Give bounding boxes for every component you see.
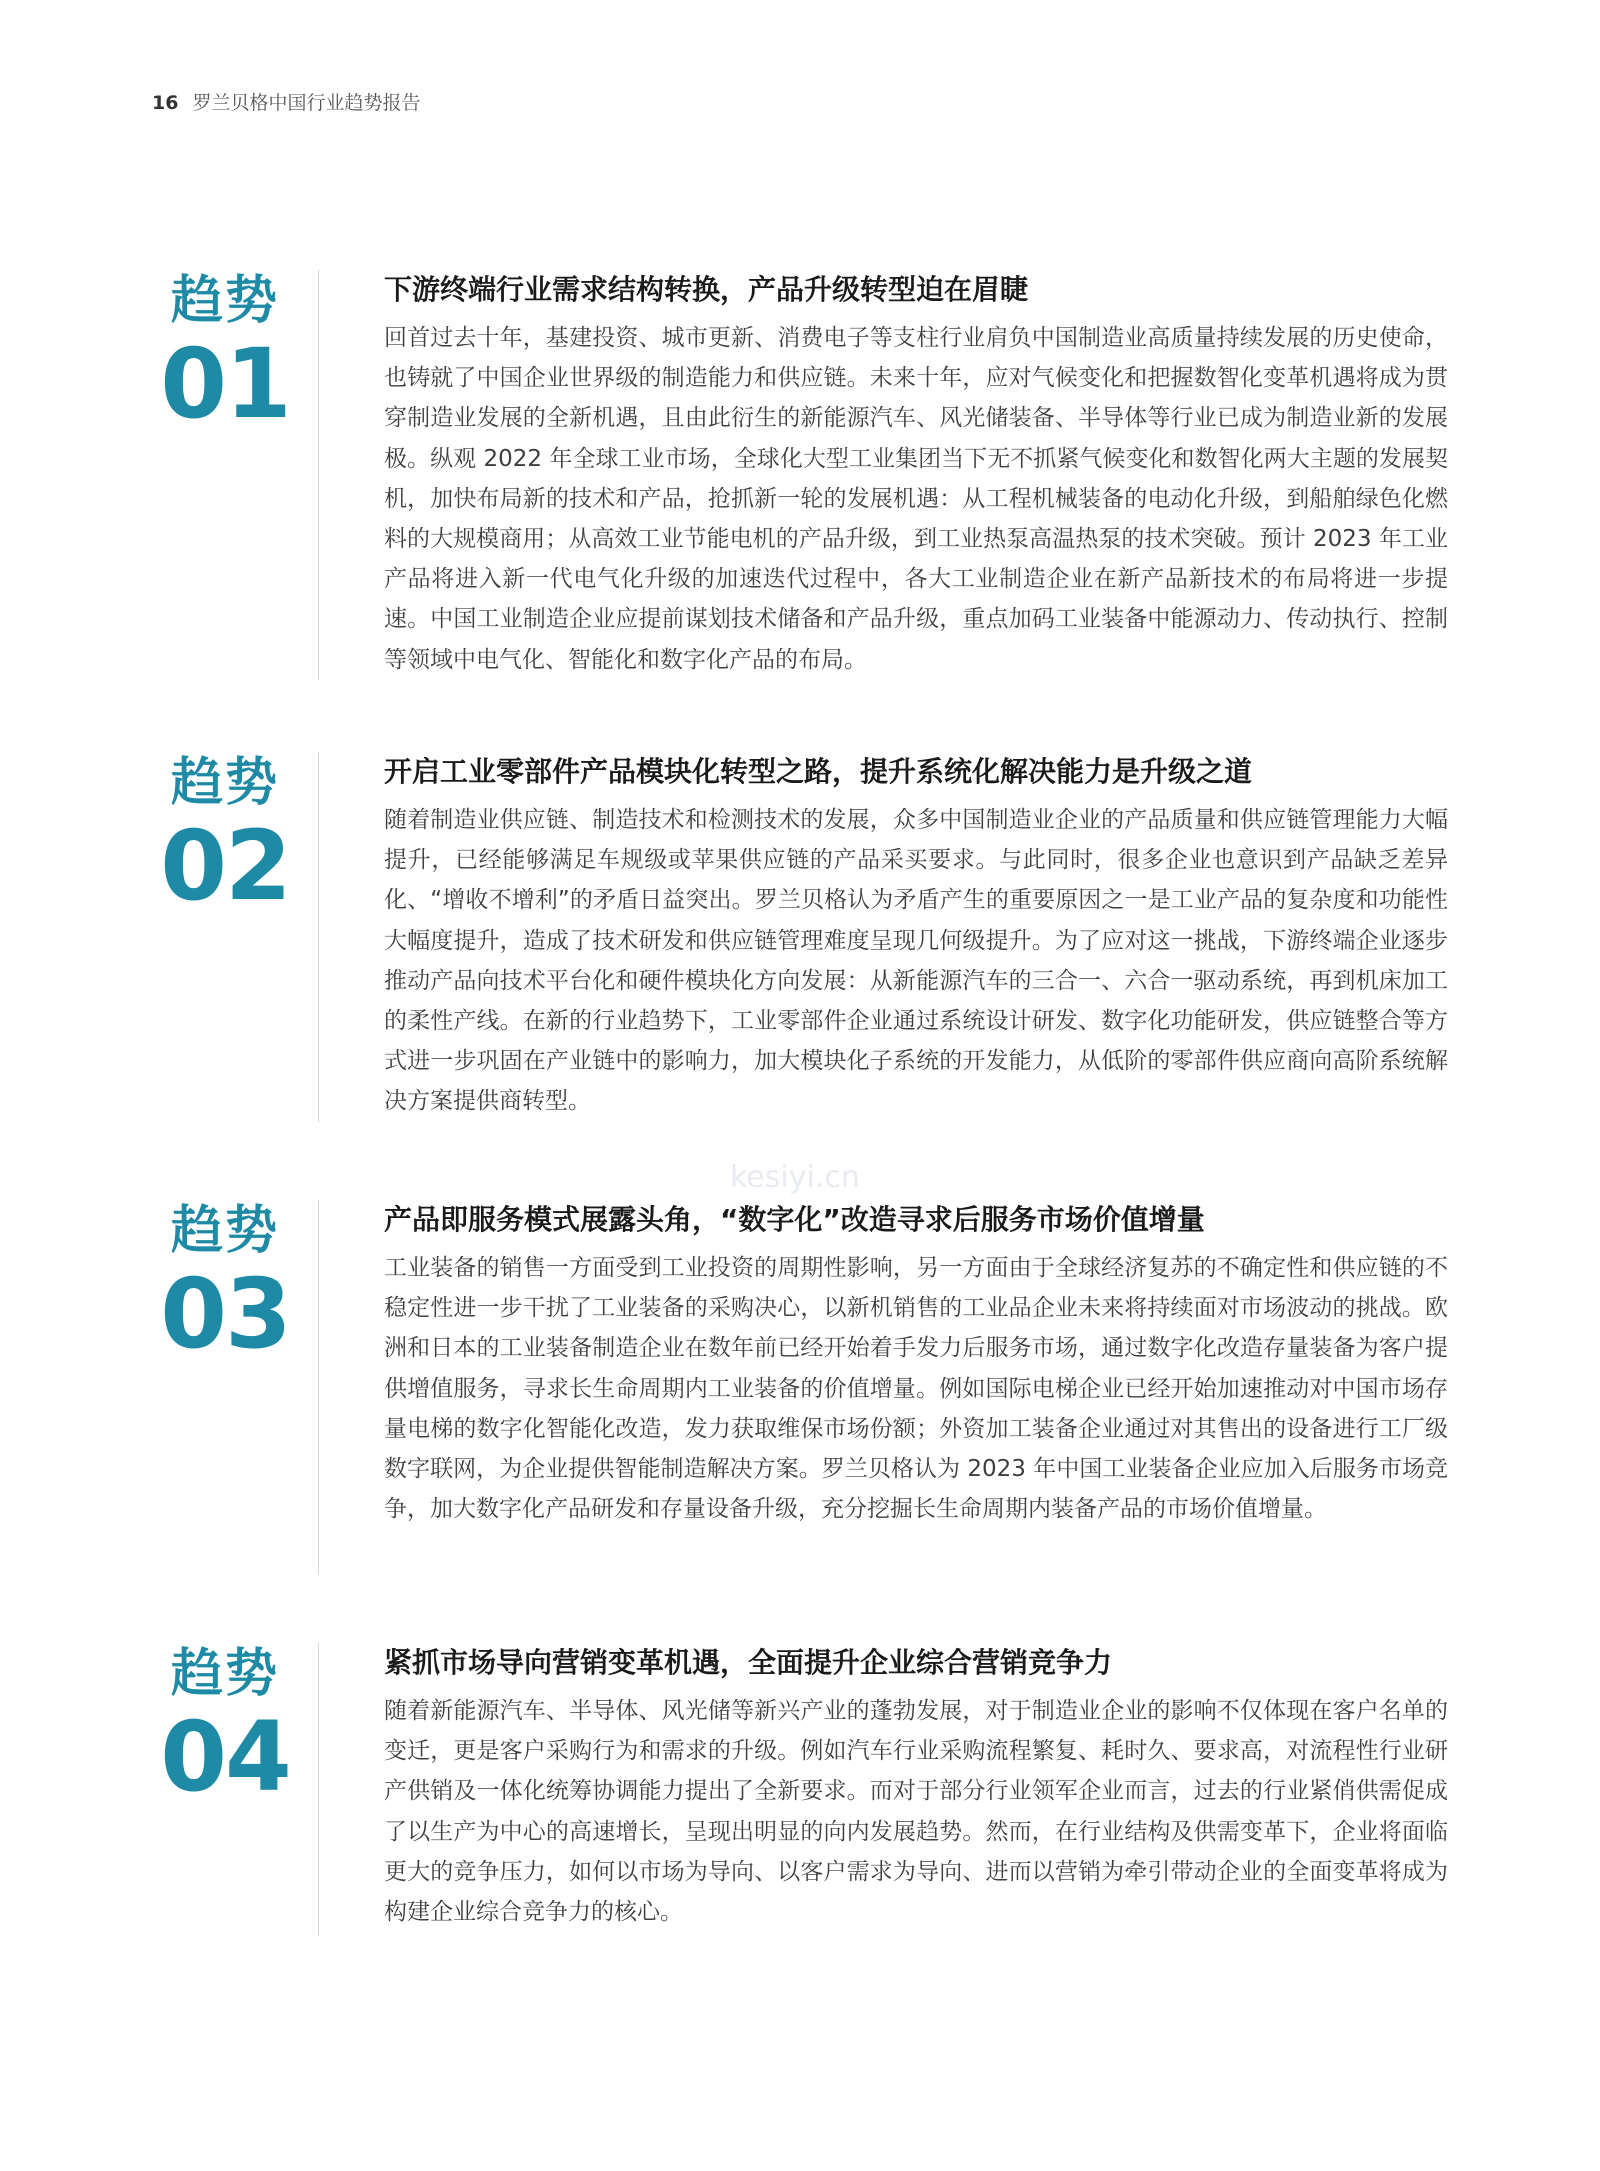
trend-number: 04 [160, 1701, 290, 1813]
vertical-divider [318, 270, 319, 680]
trend-label [150, 1200, 300, 1370]
trend-label [150, 270, 300, 440]
trend-body: 工业装备的销售一方面受到工业投资的周期性影响，另一方面由于全球经济复苏的不确定性和供应链的不稳定性进一步干扰了工业装备的采购决心，以新机销售的工业品企业未来将持续面对市场波动的挑战。欧洲和日本的工业装备制造企业在数年前已经开始着手发力后服务市场，通过数字化改造存量装备为客户提供增值服务，寻求长生命周期内工业装备的价值增量。例如国际电梯企业已经开始加速推动对中国市场存量电梯的数字化智能化改造，发力获取维保市场份额；外资加工装备企业通过对其售出的设备进行工厂级数字联网，为企业提供智能制造解决方案。罗兰贝格认为 2023 年中国工业装备企业应加入后服务市场竞争，加大数字化产品研发和存量设备升级，充分挖掘长生命周期内装备产品的市场价值增量。 [384, 1255, 1448, 1523]
trend-title: 产品即服务模式展露头角，“数字化”改造寻求后服务市场价值增量 [384, 1203, 1205, 1236]
trend-title: 紧抓市场导向营销变革机遇，全面提升企业综合营销竞争力 [384, 1646, 1113, 1679]
trend-word: 趋势 [170, 271, 279, 331]
trend-word: 趋势 [170, 1644, 279, 1704]
trend-number: 02 [160, 810, 290, 922]
trend-number: 03 [160, 1258, 290, 1370]
trend-body: 回首过去十年，基建投资、城市更新、消费电子等支柱行业肩负中国制造业高质量持续发展的历史使命，也铸就了中国企业世界级的制造能力和供应链。未来十年，应对气候变化和把握数智化变革机遇将成为贯穿制造业发展的全新机遇，且由此衍生的新能源汽车、风光储装备、半导体等行业已成为制造业新的发展极。纵观 2022 年全球工业市场，全球化大型工业集团当下无不抓紧气候变化和数智化两大主题的发展契机，加快布局新的技术和产品，抢抓新一轮的发展机遇：从工程机械装备的电动化升级，到船舶绿色化燃料的大规模商用；从高效工业节能电机的产品升级，到工业热泵高温热泵的技术突破。预计 2023 年工业产品将进入新一代电气化升级的加速迭代过程中，各大工业制造企业在新产品新技术的布局将进一步提速。中国工业制造企业应提前谋划技术储备和产品升级，重点加码工业装备中能源动力、传动执行、控制等领域中电气化、智能化和数字化产品的布局。 [384, 325, 1448, 673]
trend-word: 趋势 [170, 753, 279, 813]
trend-body: 随着制造业供应链、制造技术和检测技术的发展，众多中国制造业企业的产品质量和供应链管理能力大幅提升，已经能够满足车规级或苹果供应链的产品采买要求。与此同时，很多企业也意识到产品缺乏差异化、“增收不增利”的矛盾日益突出。罗兰贝格认为矛盾产生的重要原因之一是工业产品的复杂度和功能性大幅度提升，造成了技术研发和供应链管理难度呈现几何级提升。为了应对这一挑战，下游终端企业逐步推动产品向技术平台化和硬件模块化方向发展：从新能源汽车的三合一、六合一驱动系统，再到机床加工的柔性产线。在新的行业趋势下，工业零部件企业通过系统设计研发、数字化功能研发，供应链整合等方式进一步巩固在产业链中的影响力，加大模块化子系统的开发能力，从低阶的零部件供应商向高阶系统解决方案提供商转型。 [384, 807, 1448, 1115]
page-header [152, 88, 420, 115]
vertical-divider [318, 752, 319, 1122]
trend-title: 下游终端行业需求结构转换，产品升级转型迫在眉睫 [384, 273, 1029, 306]
report-title: 罗兰贝格中国行业趋势报告 [192, 92, 421, 114]
trend-content [384, 752, 1448, 1122]
trend-label [150, 752, 300, 922]
trend-number: 01 [160, 328, 290, 440]
trend-content [384, 1200, 1448, 1529]
trend-content [384, 1643, 1448, 1932]
vertical-divider [318, 1200, 319, 1575]
trend-body: 随着新能源汽车、半导体、风光储等新兴产业的蓬勃发展，对于制造业企业的影响不仅体现在客户名单的变迁，更是客户采购行为和需求的升级。例如汽车行业采购流程繁复、耗时久、要求高，对流程性行业研产供销及一体化统筹协调能力提出了全新要求。而对于部分行业领军企业而言，过去的行业紧俏供需促成了以生产为中心的高速增长，呈现出明显的向内发展趋势。然而，在行业结构及供需变革下，企业将面临更大的竞争压力，如何以市场为导向、以客户需求为导向、进而以营销为牵引带动企业的全面变革将成为构建企业综合竞争力的核心。 [384, 1698, 1448, 1926]
trend-title: 开启工业零部件产品模块化转型之路，提升系统化解决能力是升级之道 [384, 755, 1253, 788]
vertical-divider [318, 1643, 319, 1936]
trend-word: 趋势 [170, 1201, 279, 1261]
trend-label [150, 1643, 300, 1813]
trend-content [384, 270, 1448, 680]
page-number: 16 [152, 92, 179, 114]
watermark: kesiyi.cn [730, 1160, 860, 1195]
